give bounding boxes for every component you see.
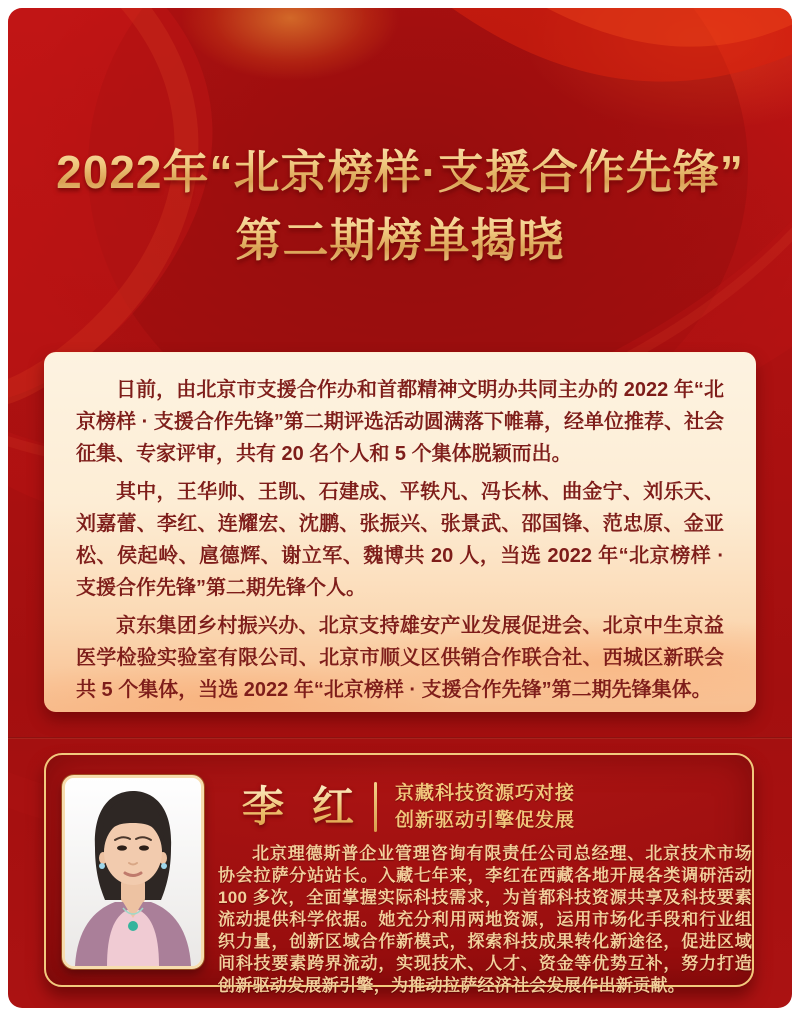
profile-header — [242, 779, 575, 835]
section-divider — [8, 737, 792, 739]
slogan-line-1: 京藏科技资源巧对接 — [395, 783, 576, 804]
portrait-photo — [62, 775, 204, 969]
title-line-2: 第二期榜单揭晓 — [8, 206, 792, 274]
profile-bio: 北京理德斯普企业管理咨询有限责任公司总经理、北京技术市场协会拉萨分站站长。入藏七年来，李红在西藏各地开展各类调研活动 100 多次，全面掌握实际科技需求，为首都科技资源共享及科技要素流动提供科学依据。她充分利用两地资源，运用市场化手段和行业组织力量，创新区域合作新模式，探索科技成果转化新途径，促进区域间科技要素跨界流动，实现技术、人才、资金等优势互补，努力打造创新驱动发展新引擎，为推动拉萨经济社会发展作出新贡献。 — [218, 844, 752, 995]
title-line-1: 2022年“北京榜样·支援合作先锋” — [8, 138, 792, 206]
announcement-panel — [44, 352, 756, 712]
poster-page — [8, 8, 792, 1008]
poster-title — [8, 138, 792, 274]
announcement-paragraph-3: 京东集团乡村振兴办、北京支持雄安产业发展促进会、北京中生京益医学检验实验室有限公司、北京市顺义区供销合作联合社、西城区新联会共 5 个集体，当选 2022 年“北京榜样 · 支援合作先锋”第二期先锋集体。 — [76, 615, 724, 701]
slogan-line-2: 创新驱动引擎促发展 — [395, 810, 576, 831]
announcement-paragraph-1: 日前，由北京市支援合作办和首都精神文明办共同主办的 2022 年“北京榜样 · 支援合作先锋”第二期评选活动圆满落下帷幕，经单位推荐、社会征集、专家评审，共有 20 名个人和 5 个集体脱颖而出。 — [76, 379, 724, 465]
announcement-paragraph-2: 其中，王华帅、王凯、石建成、平轶凡、冯长林、曲金宁、刘乐天、刘嘉蕾、李红、连耀宏、沈鹏、张振兴、张景武、邵国锋、范忠原、金亚松、侯起岭、扈德辉、谢立军、魏博共 20 人，当选 2022 年“北京榜样 · 支援合作先锋”第二期先锋个人。 — [76, 481, 724, 599]
portrait-illustration — [65, 778, 201, 966]
profile-card — [44, 753, 754, 995]
profile-name-char-1: 李 — [242, 783, 285, 830]
vertical-divider — [374, 782, 377, 832]
profile-name-char-2: 红 — [312, 783, 355, 830]
profile-slogan — [395, 780, 575, 834]
profile-name — [242, 781, 354, 833]
